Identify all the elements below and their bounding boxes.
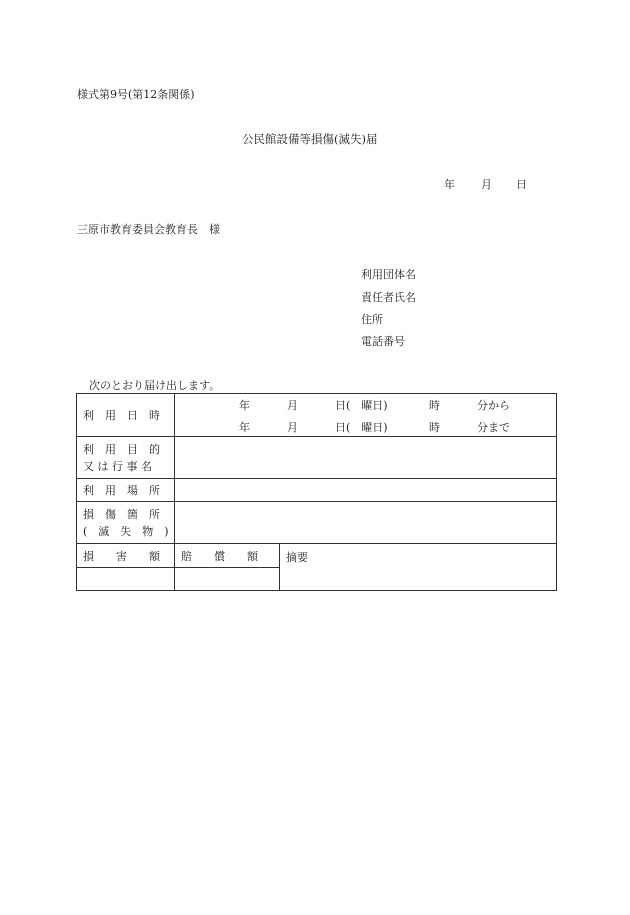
end-year: 年 — [239, 421, 250, 434]
place-row — [77, 479, 557, 502]
compensation-amount-field[interactable] — [175, 568, 280, 591]
usage-datetime-label: 利 用 日 時 — [77, 394, 175, 437]
start-year: 年 — [239, 399, 250, 412]
start-hour: 時 — [429, 399, 440, 412]
damage-amount-field[interactable] — [77, 568, 175, 591]
compensation-amount-label: 賠 償 額 — [175, 544, 280, 568]
phone-number-label: 電話番号 — [361, 335, 405, 348]
responsible-person-label: 責任者氏名 — [361, 291, 416, 304]
purpose-row — [77, 437, 557, 479]
start-day-weekday: 日( 曜日) — [335, 399, 388, 412]
damage-label-line1: 損 傷 箇 所 — [83, 507, 160, 521]
date-day-label: 日 — [516, 178, 527, 191]
purpose-label-line2: 又 は 行 事 名 — [83, 459, 152, 473]
recipient: 三原市教育委員会教育長 様 — [77, 223, 220, 236]
place-field[interactable] — [175, 479, 557, 502]
start-minute: 分から — [477, 399, 510, 412]
damage-location-field[interactable] — [175, 502, 557, 544]
end-minute: 分まで — [477, 421, 510, 434]
purpose-label — [77, 437, 175, 479]
end-hour: 時 — [429, 421, 440, 434]
report-form-table — [76, 393, 557, 591]
usage-datetime-field[interactable] — [175, 394, 557, 437]
usage-datetime-row — [77, 394, 557, 437]
purpose-label-line1: 利 用 目 的 — [83, 442, 160, 456]
summary-label: 摘要 — [286, 551, 308, 564]
damage-label-line2: ( 滅 失 物 ) — [83, 524, 169, 538]
end-day-weekday: 日( 曜日) — [335, 421, 388, 434]
address-label: 住所 — [361, 313, 383, 326]
end-month: 月 — [287, 421, 298, 434]
place-label: 利 用 場 所 — [77, 479, 175, 502]
amount-header-row — [77, 544, 557, 568]
purpose-field[interactable] — [175, 437, 557, 479]
start-month: 月 — [287, 399, 298, 412]
damage-location-row — [77, 502, 557, 544]
damage-location-label — [77, 502, 175, 544]
date-month-label: 月 — [481, 178, 492, 191]
intro-text: 次のとおり届け出します。 — [89, 379, 221, 392]
document-title: 公民館設備等損傷(滅失)届 — [242, 132, 378, 146]
date-year-label: 年 — [444, 178, 455, 191]
damage-amount-label: 損 害 額 — [77, 544, 175, 568]
form-number: 様式第9号(第12条関係) — [77, 88, 195, 101]
summary-field[interactable] — [280, 544, 557, 591]
organization-name-label: 利用団体名 — [361, 268, 416, 281]
